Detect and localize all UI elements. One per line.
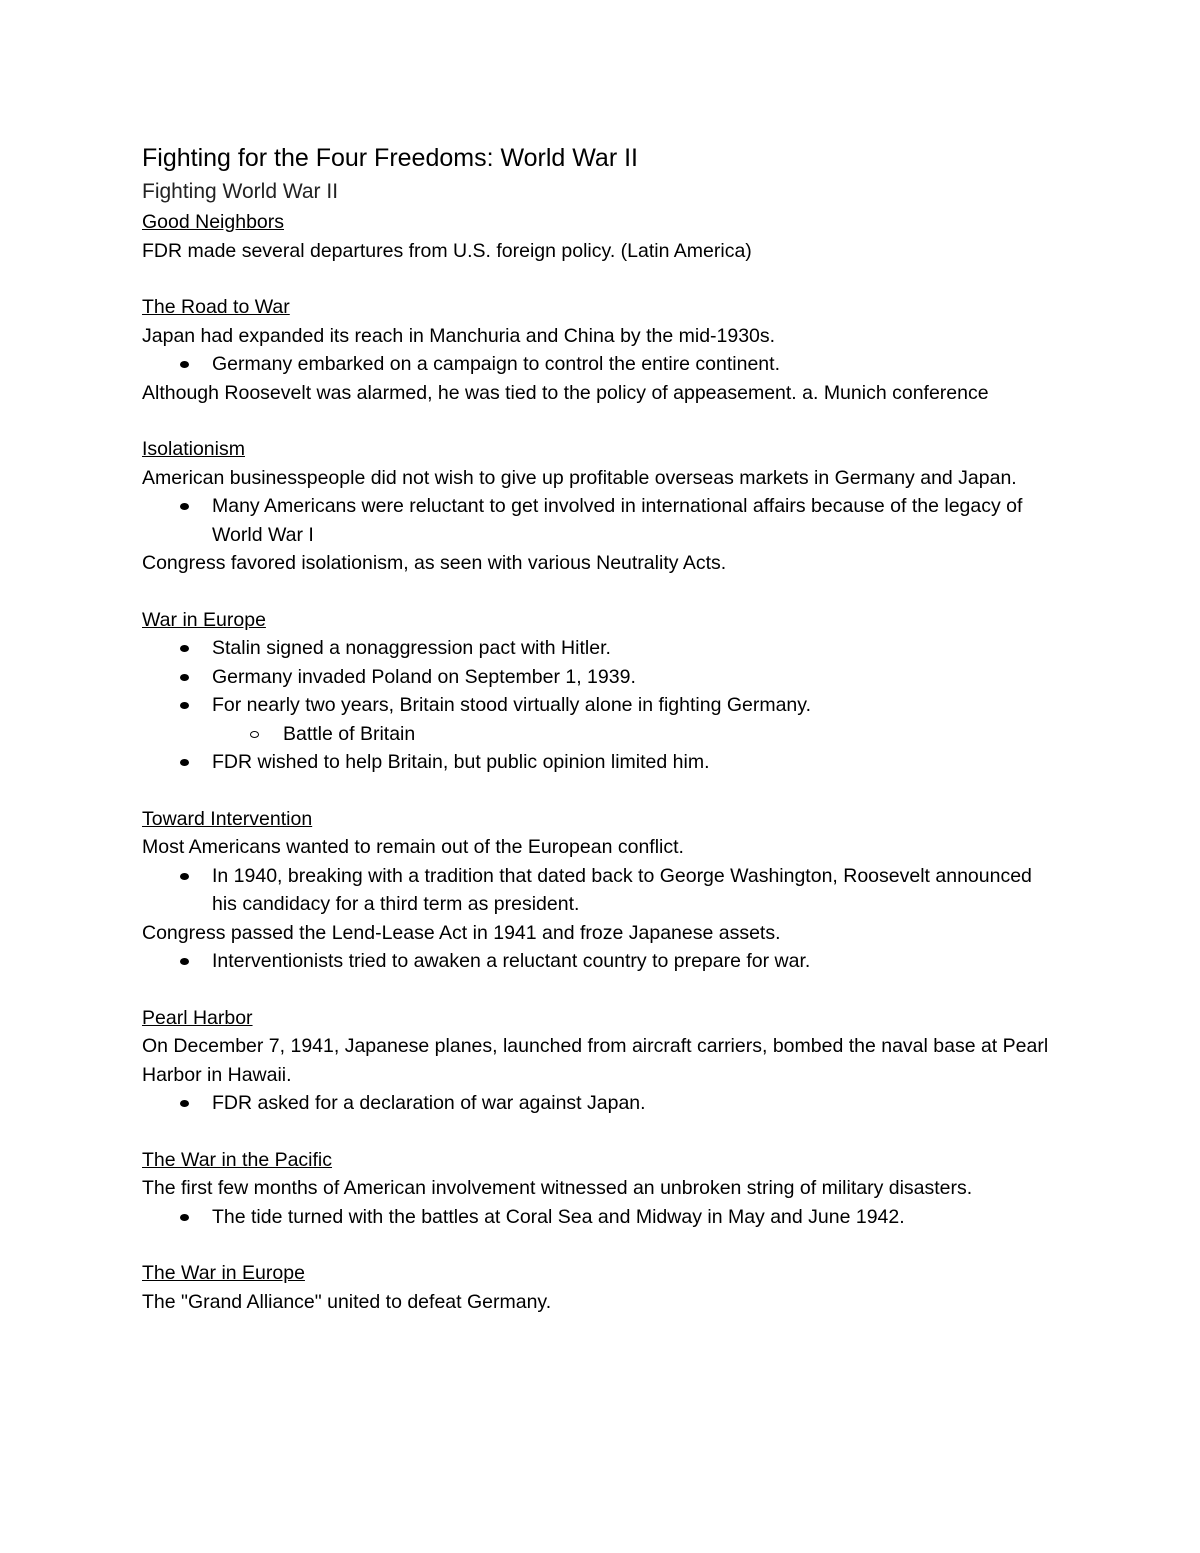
bullet-item: FDR wished to help Britain, but public opinion limited him. [142, 748, 1062, 777]
bullet-item: Germany embarked on a campaign to control the entire continent. [142, 350, 1062, 379]
paragraph: FDR made several departures from U.S. foreign policy. (Latin America) [142, 239, 752, 262]
bullet-list [142, 1089, 1062, 1118]
paragraph: On December 7, 1941, Japanese planes, launched from aircraft carriers, bombed the naval base at Pearl Harbor in Hawaii. [142, 1035, 1049, 1086]
bullet-list [142, 1203, 1062, 1232]
bullet-list [142, 862, 1062, 919]
section-spacer [142, 1118, 1062, 1146]
bullet-item: Germany invaded Poland on September 1, 1939. [142, 663, 1062, 692]
section [142, 1146, 1062, 1232]
section [142, 435, 1062, 578]
document-subtitle: Fighting World War II [142, 180, 339, 203]
section-heading: Good Neighbors [142, 211, 285, 233]
section-heading: The Road to War [142, 296, 290, 318]
section [142, 1004, 1062, 1118]
bullet-item: For nearly two years, Britain stood virtually alone in fighting Germany. [142, 691, 1062, 720]
paragraph: Congress passed the Lend-Lease Act in 1941 and froze Japanese assets. [142, 921, 781, 944]
bullet-list [142, 947, 1062, 976]
bullet-item: Many Americans were reluctant to get involved in international affairs because of the legacy of World War I [142, 492, 1062, 549]
section-spacer [142, 1231, 1062, 1259]
paragraph: The first few months of American involvement witnessed an unbroken string of military disasters. [142, 1177, 973, 1199]
bullet-list [142, 634, 1062, 777]
document-title: Fighting for the Four Freedoms: World War II [142, 144, 638, 172]
section [142, 208, 1062, 265]
bullet-list [142, 492, 1062, 549]
section-spacer [142, 578, 1062, 606]
document-body [142, 208, 1062, 1316]
bullet-item: Interventionists tried to awaken a reluctant country to prepare for war. [142, 947, 1062, 976]
bullet-item: The tide turned with the battles at Coral Sea and Midway in May and June 1942. [142, 1203, 1062, 1232]
section-heading: Pearl Harbor [142, 1006, 253, 1029]
section-heading: Toward Intervention [142, 807, 313, 830]
section-heading: The War in Europe [142, 1262, 305, 1284]
paragraph: Congress favored isolationism, as seen with various Neutrality Acts. [142, 552, 727, 574]
bullet-item: Stalin signed a nonaggression pact with Hitler. [142, 634, 1062, 663]
bullet-item: FDR asked for a declaration of war against Japan. [142, 1089, 1062, 1118]
document-page [142, 140, 1062, 1316]
paragraph: American businesspeople did not wish to give up profitable overseas markets in Germany and Japan. [142, 466, 1017, 489]
section-spacer [142, 976, 1062, 1004]
section [142, 1259, 1062, 1316]
section [142, 293, 1062, 407]
sub-bullet-item: Battle of Britain [142, 720, 1062, 749]
section-spacer [142, 777, 1062, 805]
paragraph: Most Americans wanted to remain out of the European conflict. [142, 836, 684, 858]
section-spacer [142, 265, 1062, 293]
section-heading: Isolationism [142, 438, 245, 460]
section-spacer [142, 407, 1062, 435]
paragraph: The "Grand Alliance" united to defeat Germany. [142, 1290, 552, 1313]
section [142, 606, 1062, 777]
paragraph: Japan had expanded its reach in Manchuria and China by the mid-1930s. [142, 324, 776, 347]
section [142, 805, 1062, 976]
paragraph: Although Roosevelt was alarmed, he was tied to the policy of appeasement. a. Munich conference [142, 381, 989, 404]
section-heading: War in Europe [142, 608, 266, 631]
bullet-item: In 1940, breaking with a tradition that dated back to George Washington, Roosevelt announced his candidacy for a third term as president. [142, 862, 1062, 919]
bullet-list [142, 350, 1062, 379]
section-heading: The War in the Pacific [142, 1148, 333, 1171]
